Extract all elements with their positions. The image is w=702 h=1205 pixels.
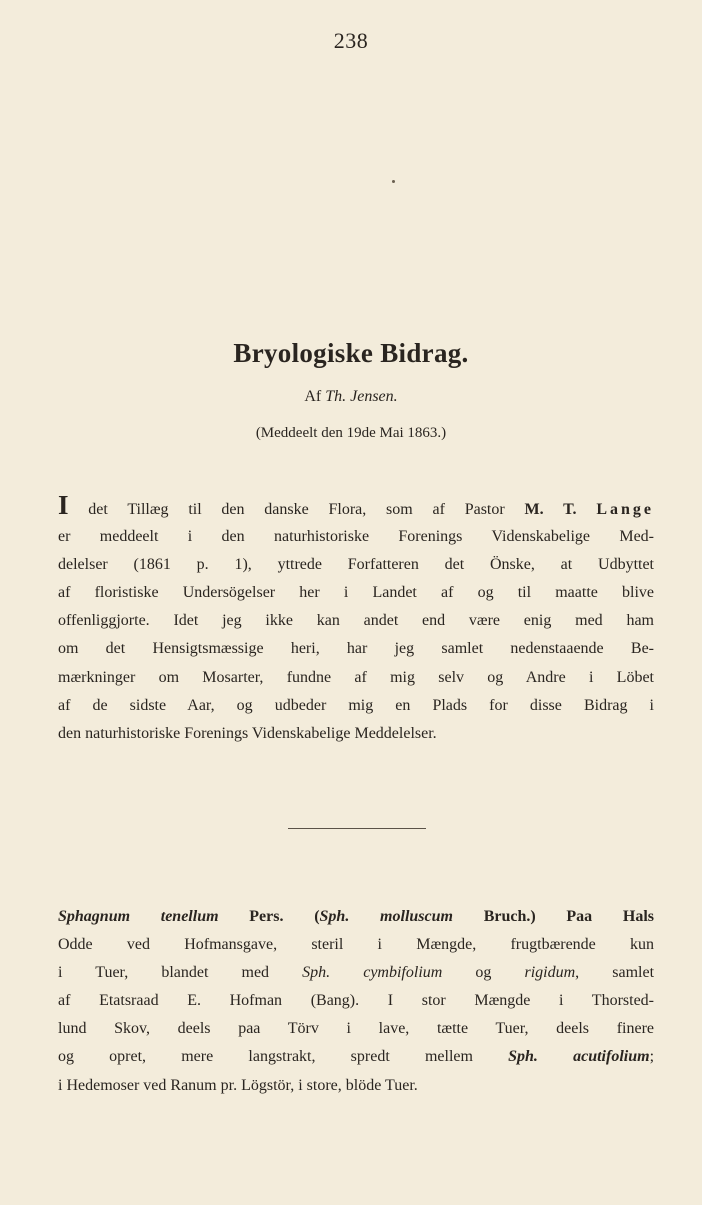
intro-line: af de sidste Aar, og udbeder mig en Plads for disse Bidrag i bbox=[58, 696, 654, 714]
species-name: Sphagnum tenellum bbox=[58, 908, 219, 925]
intro-line: mærkninger om Mosarter, fundne af mig selv og Andre i Löbet bbox=[58, 668, 654, 686]
byline bbox=[0, 388, 702, 406]
species-entry bbox=[58, 903, 654, 1100]
species-line: og opret, mere langstrakt, spredt mellem Sph. acutifolium; bbox=[58, 1048, 655, 1066]
species-line: Odde ved Hofmansgave, steril i Mængde, frugtbærende kun bbox=[58, 936, 654, 954]
communication-note: (Meddeelt den 19de Mai 1863.) bbox=[255, 425, 447, 441]
drop-cap: I bbox=[58, 490, 69, 520]
species-line: i Tuer, blandet med Sph. cymbifolium og rigidum, samlet bbox=[58, 964, 655, 982]
species-line: af Etatsraad E. Hofman (Bang). I stor Mængde i Thorsted- bbox=[58, 992, 654, 1010]
byline-author: Th. Jensen. bbox=[325, 388, 398, 405]
intro-line: af floristiske Undersögelser her i Landet af og til maatte blive bbox=[58, 584, 654, 602]
species-line: lund Skov, deels paa Törv i lave, tætte Tuer, deels finere bbox=[58, 1020, 654, 1038]
intro-line: er meddeelt i den naturhistoriske Forenings Videnskabelige Med- bbox=[58, 528, 654, 546]
species-line: i Hedemoser ved Ranum pr. Lögstör, i store, blöde Tuer. bbox=[58, 1076, 418, 1094]
print-speck bbox=[392, 180, 395, 183]
byline-prefix: Af bbox=[304, 388, 322, 405]
intro-paragraph bbox=[58, 490, 655, 748]
intro-line: om det Hensigtsmæssige heri, har jeg samlet nedenstaaende Be- bbox=[58, 640, 654, 658]
article-title: Bryologiske Bidrag. bbox=[233, 338, 469, 368]
species-synonym: Sph. molluscum bbox=[319, 908, 453, 925]
section-divider bbox=[288, 828, 426, 829]
species-line: Sphagnum tenellum Pers. (Sph. molluscum Bruch.) Paa Hals bbox=[58, 908, 655, 925]
intro-line: I det Tillæg til den danske Flora, som af Pastor M. T. Lange bbox=[58, 490, 655, 520]
intro-line: delelser (1861 p. 1), yttrede Forfatteren det Önske, at Udbyttet bbox=[58, 556, 654, 574]
intro-line: den naturhistoriske Forenings Videnskabelige Meddelelser. bbox=[58, 724, 437, 742]
intro-line: offenliggjorte. Idet jeg ikke kan andet end være enig med ham bbox=[58, 612, 654, 630]
page-number: 238 bbox=[333, 28, 369, 53]
